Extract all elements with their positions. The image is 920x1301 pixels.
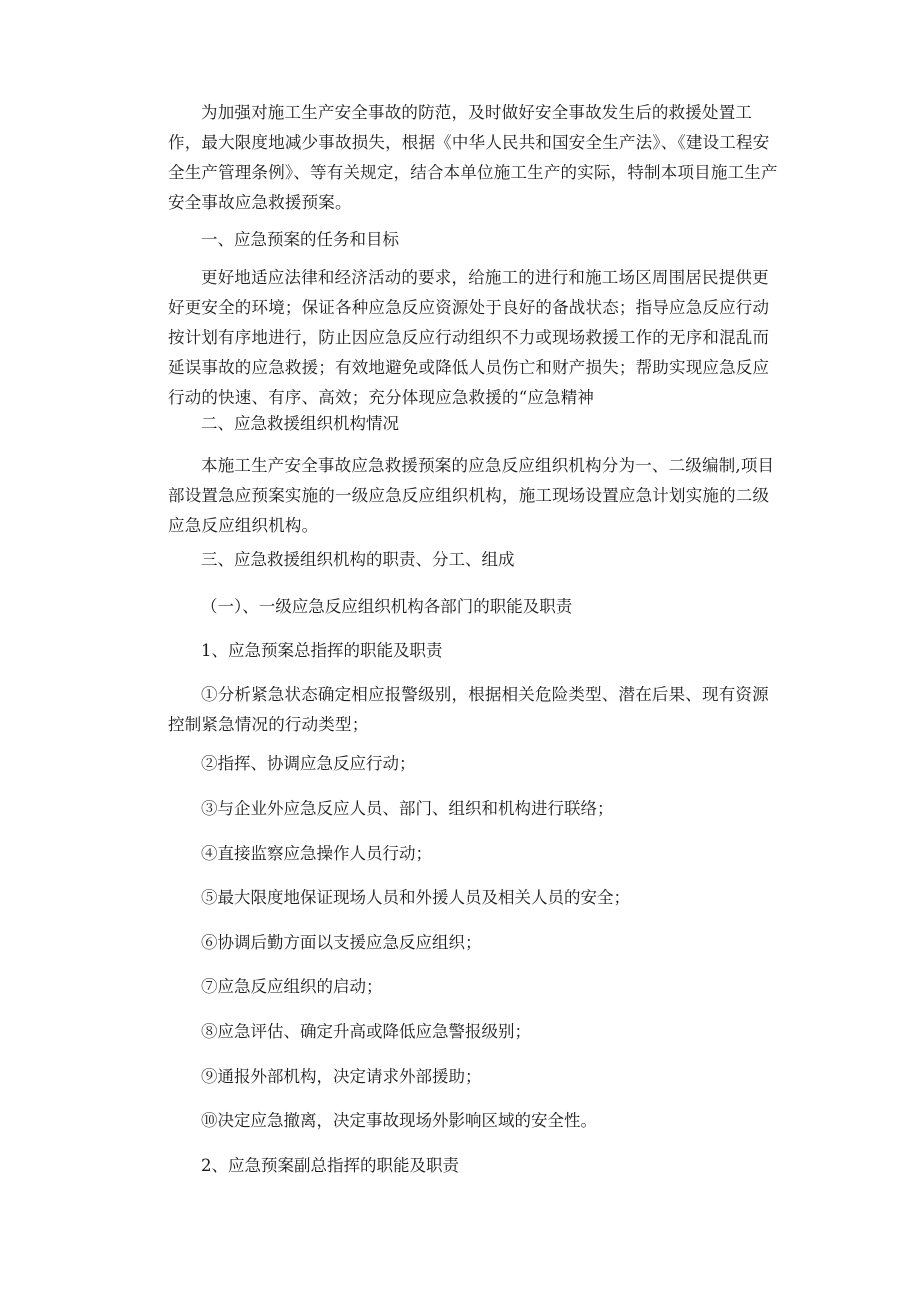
section-2-body: 本施工生产安全事故应急救援预案的应急反应组织机构分为一、二级编制,项目部设置急应预案实施的一级应急反应组织机构，施工现场设置应急计划实施的二级应急反应组织机构。 (168, 456, 775, 535)
section-2-heading: 二、应急救援组织机构情况 (201, 414, 399, 433)
duty-item-6: ⑥协调后勤方面以支援应急反应组织； (201, 933, 482, 952)
intro-paragraph: 为加强对施工生产安全事故的防范，及时做好安全事故发生后的救援处置工作，最大限度地减少事故损失，根据《中华人民共和国安全生产法》、《建设工程安全生产管理条例》、等有关规定，结合本单位施工生产的实际，特制本项目施工生产安全事故应急救援预案。 (168, 103, 778, 212)
duty-item-3: ③与企业外应急反应人员、部门、组织和机构进行联络； (201, 799, 614, 818)
item-2-heading: 2、应急预案副总指挥的职能及职责 (201, 1156, 459, 1175)
section-3-heading: 三、应急救援组织机构的职责、分工、组成 (201, 550, 515, 569)
duty-item-7: ⑦应急反应组织的启动； (201, 977, 383, 996)
section-1-body: 更好地适应法律和经济活动的要求，给施工的进行和施工场区周围居民提供更好更安全的环境；保证各种应急反应资源处于良好的备战状态；指导应急反应行动按计划有序地进行，防止因应急反应行动组织不力或现场救援工作的无序和混乱而延误事故的应急救援；有效地避免或降低人员伤亡和财产损失；帮助实现应急反应行动的快速、有序、高效；充分体现应急救援的“应急精神 (168, 268, 770, 407)
duty-item-9: ⑨通报外部机构，决定请求外部援助； (201, 1067, 482, 1086)
subsection-1-heading: （一）、一级应急反应组织机构各部门的职能及职责 (201, 597, 573, 616)
duty-item-2: ②指挥、协调应急反应行动； (201, 754, 416, 773)
duty-item-1: ①分析紧急状态确定相应报警级别，根据相关危险类型、潜在后果、现有资源控制紧急情况的行动类型； (168, 685, 769, 734)
item-1-heading: 1、应急预案总指挥的职能及职责 (201, 641, 443, 660)
section-1-heading: 一、应急预案的任务和目标 (201, 230, 399, 249)
duty-item-10: ⑩决定应急撤离，决定事故现场外影响区域的安全性。 (201, 1111, 597, 1130)
duty-item-8: ⑧应急评估、确定升高或降低应急警报级别； (201, 1022, 531, 1041)
duty-item-4: ④直接监察应急操作人员行动； (201, 844, 432, 863)
duty-item-5: ⑤最大限度地保证现场人员和外援人员及相关人员的安全； (201, 888, 630, 907)
